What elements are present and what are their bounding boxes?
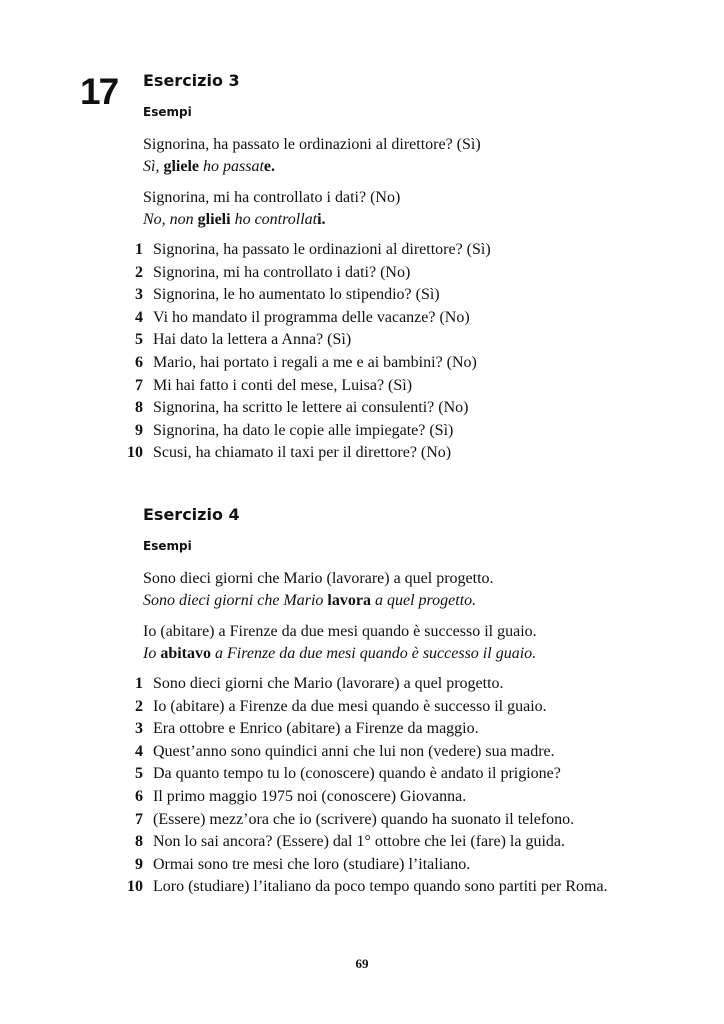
list-item (135, 763, 683, 786)
item-text: Signorina, ha dato le copie alle impiegate? (Sì) (153, 421, 454, 439)
answer-part: Sono dieci giorni che Mario (143, 591, 328, 609)
item-number: 6 (135, 787, 143, 805)
answer-part: a quel progetto. (370, 591, 477, 609)
example-answer (143, 643, 683, 665)
item-number: 10 (127, 444, 143, 462)
list-item (135, 375, 683, 398)
exercise-3-items (127, 239, 683, 465)
item-text: Signorina, ha passato le ordinazioni al direttore? (Sì) (153, 241, 491, 258)
item-number: 1 (135, 241, 143, 258)
example-prompt: Signorina, ha passato le ordinazioni al direttore? (Sì) (143, 136, 481, 153)
item-text: Signorina, mi ha controllato i dati? (No) (153, 263, 411, 281)
item-text: Loro (studiare) l’italiano da poco tempo quando sono partiti per Roma. (153, 878, 608, 896)
item-number: 4 (135, 308, 143, 326)
item-number: 9 (135, 855, 143, 873)
item-text: Da quanto tempo tu lo (conoscere) quando è andato il prigione? (153, 765, 561, 783)
answer-highlight: i (317, 211, 322, 228)
exercise-4-example-1 (143, 568, 683, 612)
item-number: 2 (135, 263, 143, 281)
list-item (135, 239, 683, 262)
page-content (127, 70, 683, 899)
answer-highlight: glieli (197, 211, 231, 228)
item-text: Signorina, ha scritto le lettere ai consulenti? (No) (153, 399, 469, 417)
item-number: 4 (135, 742, 143, 760)
item-text: Signorina, le ho aumentato lo stipendio? (Sì) (153, 286, 440, 304)
answer-highlight: gliele (163, 158, 199, 175)
item-number: 10 (127, 878, 143, 896)
answer-highlight: abitavo (160, 644, 211, 662)
item-number: 2 (135, 697, 143, 715)
item-number: 1 (135, 674, 143, 692)
exercise-3-example-1 (143, 134, 683, 178)
list-item (135, 831, 683, 854)
list-item (135, 397, 683, 420)
item-text: Hai dato la lettera a Anna? (Sì) (153, 331, 352, 349)
answer-part: ho passat (199, 158, 264, 175)
exercise-3-title: Esercizio 3 (143, 71, 240, 90)
list-item (135, 352, 683, 375)
answer-highlight: e (263, 158, 272, 175)
answer-part: . (321, 211, 326, 228)
item-number: 3 (135, 286, 143, 304)
list-item (135, 696, 683, 719)
item-text: (Essere) mezz’ora che io (scrivere) quando ha suonato il telefono. (153, 810, 575, 828)
item-text: Mario, hai portato i regali a me e ai bambini? (No) (153, 353, 477, 371)
list-item (135, 329, 683, 352)
list-item (135, 262, 683, 285)
item-number: 7 (135, 810, 143, 828)
example-prompt: Sono dieci giorni che Mario (lavorare) a quel progetto. (143, 569, 494, 587)
example-answer (143, 209, 683, 231)
item-number: 8 (135, 399, 143, 417)
list-item (135, 673, 683, 696)
list-item (127, 876, 683, 899)
item-number: 7 (135, 376, 143, 394)
example-answer (143, 156, 683, 178)
exercise-4-examples-label: Esempi (143, 538, 192, 553)
list-item (135, 420, 683, 443)
answer-part: Io (143, 644, 161, 662)
chapter-number: 17 (80, 71, 118, 112)
exercise-4-items (127, 673, 683, 899)
example-prompt: Io (abitare) a Firenze da due mesi quando è successo il guaio. (143, 622, 537, 640)
exercise-3 (127, 70, 683, 465)
exercise-4 (127, 504, 683, 899)
answer-part: No, non (143, 211, 198, 228)
item-text: Mi hai fatto i conti del mese, Luisa? (Sì) (153, 376, 413, 394)
list-item (135, 741, 683, 764)
answer-highlight: lavora (327, 591, 371, 609)
list-item (135, 284, 683, 307)
item-text: Sono dieci giorni che Mario (lavorare) a quel progetto. (153, 674, 504, 692)
item-number: 5 (135, 765, 143, 783)
item-text: Vi ho mandato il programma delle vacanze? (No) (153, 308, 470, 326)
item-number: 8 (135, 833, 143, 851)
list-item (135, 854, 683, 877)
exercise-4-example-2 (143, 621, 683, 665)
exercise-4-title: Esercizio 4 (143, 504, 240, 524)
page-number: 69 (355, 956, 369, 971)
item-text: Quest’anno sono quindici anni che lui non (vedere) sua madre. (153, 742, 555, 760)
item-number: 9 (135, 421, 143, 439)
answer-part: ho controllat (230, 211, 318, 228)
item-text: Non lo sai ancora? (Essere) dal 1° ottobre che lei (fare) la guida. (153, 833, 565, 851)
list-item (135, 809, 683, 832)
answer-part: . (271, 158, 276, 175)
item-text: Scusi, ha chiamato il taxi per il direttore? (No) (153, 444, 452, 462)
list-item (135, 786, 683, 809)
list-item (135, 307, 683, 330)
exercise-3-examples-label: Esempi (143, 105, 192, 119)
item-text: Era ottobre e Enrico (abitare) a Firenze da maggio. (153, 720, 479, 738)
list-item (135, 718, 683, 741)
exercise-3-example-2 (143, 187, 683, 231)
answer-part: a Firenze da due mesi quando è successo il guaio. (211, 644, 537, 662)
example-answer (143, 590, 683, 612)
example-prompt: Signorina, mi ha controllato i dati? (No) (143, 189, 401, 206)
item-text: Ormai sono tre mesi che loro (studiare) l’italiano. (153, 855, 471, 873)
answer-part: Sì, (143, 158, 164, 175)
item-number: 5 (135, 331, 143, 349)
item-text: Io (abitare) a Firenze da due mesi quando è successo il guaio. (153, 697, 547, 715)
item-number: 6 (135, 353, 143, 371)
item-number: 3 (135, 720, 143, 738)
item-text: Il primo maggio 1975 noi (conoscere) Giovanna. (153, 787, 467, 805)
list-item (127, 442, 683, 465)
